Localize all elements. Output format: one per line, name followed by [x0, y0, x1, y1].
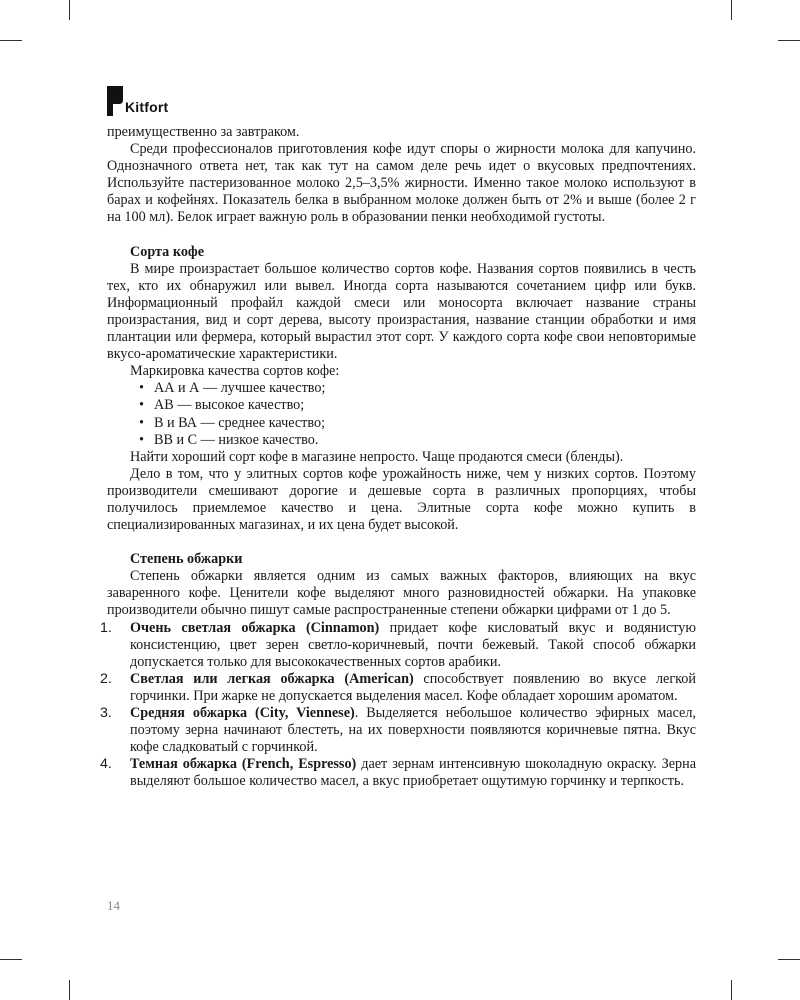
list-item [100, 619, 696, 671]
list-item [100, 705, 696, 756]
section-heading-varieties: Сорта кофе [130, 243, 205, 260]
page-content [100, 124, 696, 790]
list-number: 2. [100, 670, 112, 687]
crop-mark [0, 959, 22, 960]
roast-description: дает зернам интенсивную шоколадную окраску. Зерна выделяют большое количество масел, а вкус приобретает ощутимую горчинку и терпкость. [130, 756, 696, 790]
crop-mark [731, 0, 732, 20]
brand-logo [107, 86, 168, 116]
crop-mark [0, 40, 22, 41]
section-gap [107, 534, 696, 551]
roast-term: Светлая или легкая обжарка (American) [130, 670, 414, 687]
list-item: • ВВ и С — низкое качество. [139, 432, 696, 449]
page-number: 14 [107, 898, 120, 913]
roast-term: Темная обжарка (French, Espresso) [130, 756, 357, 773]
list-item: • АА и А — лучшее качество; [139, 380, 696, 397]
crop-mark [69, 0, 70, 20]
list-item [100, 756, 696, 790]
section-heading-roast: Степень обжарки [130, 551, 243, 568]
kitfort-logo-icon [107, 86, 123, 116]
list-number: 4. [100, 756, 112, 773]
brand-name: Kitfort [125, 99, 169, 115]
milk-paragraph: Среди профессионалов приготовления кофе идут споры о жирности молока для капучино. Однозначного ответа нет, так как тут на самом деле речь идет о вкусовых предпочтениях. Используйте пастеризованное молоко 2,5–3,5% жирности. Именно такое молоко используют в барах и кофейнях. Показатель белка в выбранном молоке должен быть от 2% и выше (более 2 г на 100 мл). Белок играет важную роль в образовании пенки необходимой густоты. [107, 141, 696, 226]
roast-paragraph: Степень обжарки является одним из самых важных факторов, влияющих на вкус заваренного кофе. Ценители кофе выделяют много разновидностей обжарки. На упаковке производители обычно пишут самые распространенные степени обжарки цифрами от 1 до 5. [107, 568, 696, 619]
intro-tail: преимущественно за завтраком. [107, 124, 300, 140]
list-number: 1. [100, 619, 112, 636]
crop-mark [69, 980, 70, 1000]
list-item [100, 670, 696, 705]
roast-description: придает кофе кисловатый вкус и водянистую консистенцию, цвет зерен светло-коричневый, почти бежевый. Такой способ обжарки допускается только для высококачественных сортов арабики. [130, 619, 696, 670]
varieties-paragraph: В мире произрастает большое количество сортов кофе. Названия сортов появились в честь тех, кто их обнаружил или вывел. Иногда сорта называются сочетанием цифр или букв. Информационный профайл каждой смеси или моносорта включает название страны произрастания, вид и сорт дерева, высоту произрастания, название станции обработки и имя плантации или фермера, который вырастил этот сорт. У каждого сорта кофе свои неповторимые вкусо-ароматические характеристики. [107, 260, 696, 363]
elite-paragraph: Дело в том, что у элитных сортов кофе урожайность ниже, чем у низких сортов. Поэтому производители смешивают дорогие и дешевые сорта в различных пропорциях, чтобы получилось приемлемое качество и цена. Элитные сорта кофе можно купить в специализированных магазинах, и их цена будет высокой. [107, 465, 696, 534]
crop-mark [731, 980, 732, 1000]
crop-mark [778, 959, 800, 960]
list-item: • В и ВА — среднее качество; [139, 415, 696, 432]
roast-description: способствует появлению во вкусе легкой горчинки. При жарке не допускается выделения масел. Кофе обладает хорошим ароматом. [130, 670, 696, 704]
roast-list [100, 619, 696, 791]
list-item: • АВ — высокое качество; [139, 397, 696, 414]
list-number: 3. [100, 705, 112, 721]
roast-term: Средняя обжарка (City, Viennese) [130, 705, 355, 721]
roast-description: . Выделяется небольшое количество эфирных масел, поэтому зерна начинают блестеть, на их поверхности появляются коричневые пятна. Вкус кофе сладковатый с горчинкой. [130, 705, 696, 756]
roast-term: Очень светлая обжарка (Cinnamon) [130, 619, 380, 636]
marking-list [107, 380, 696, 448]
marking-intro: Маркировка качества сортов кофе: [130, 363, 340, 380]
section-gap [107, 227, 696, 244]
blends-paragraph: Найти хороший сорт кофе в магазине непросто. Чаще продаются смеси (бленды). [130, 448, 624, 465]
crop-mark [778, 40, 800, 41]
